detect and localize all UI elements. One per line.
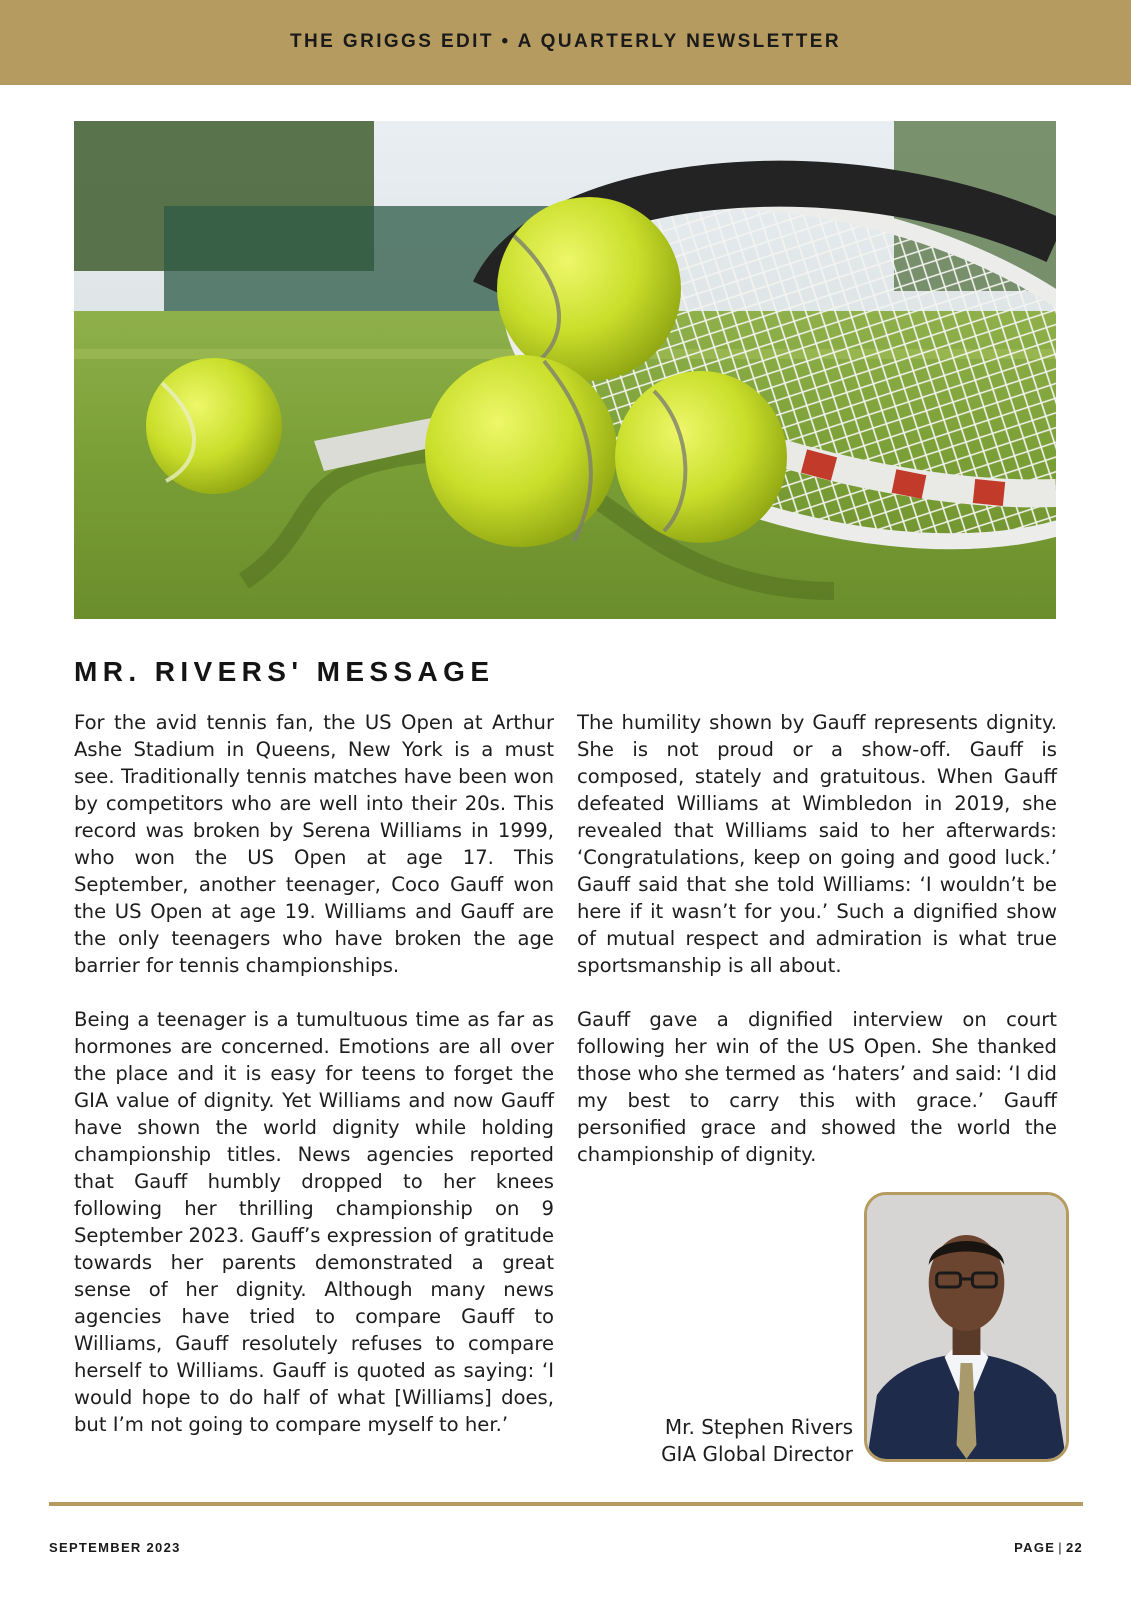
page-number: 22 [1065,1540,1083,1555]
header-band [0,0,1131,85]
article-right-column [577,709,1057,1195]
hero-image [74,121,1056,619]
article-paragraph: Being a teenager is a tumultuous time as far as hormones are concerned. Emotions are all over the place and it is easy for teens to forget the GIA value of dignity. Yet Williams and now Gauff have shown the world dignity while holding championship titles. News agencies reported that Gauff humbly dropped to her knees following her thrilling championship on 9 September 2023. Gauff’s expression of gratitude towards her parents demonstrated a great sense of her dignity. Although many news agencies have tried to compare Gauff to Williams, Gauff resolutely refuses to compare herself to Williams. Gauff is quoted as saying: ‘I would hope to do half of what [Williams] does, but I’m not going to compare myself to her.’ [74,1008,554,1436]
footer-divider [49,1502,1083,1506]
page-label: PAGE [1014,1540,1056,1555]
article-paragraph: For the avid tennis fan, the US Open at Arthur Ashe Stadium in Queens, New York is a must see. Traditionally tennis matches have been won by competitors who are well into their 20s. This record was broken by Serena Williams in 1999, who won the US Open at age 17. This September, another teenager, Coco Gauff won the US Open at age 19. Williams and Gauff are the only teenagers who have broken the age barrier for tennis championships. [74,711,554,977]
article-paragraph: Gauff gave a dignified interview on court following her win of the US Open. She thanked those who she termed as ‘haters’ and said: ‘I did my best to carry this with grace.’ Gauff personified grace and showed the world the championship of dignity. [577,1008,1057,1166]
footer-date: SEPTEMBER 2023 [49,1540,181,1555]
author-caption [661,1414,853,1468]
footer-page [1014,1540,1083,1555]
article-left-column [74,709,554,1465]
article-paragraph: The humility shown by Gauff represents dignity. She is not proud or a show-off. Gauff is composed, stately and gratuitous. When Gauff defeated Williams at Wimbledon in 2019, she revealed that Williams said to her afterwards: ‘Congratulations, keep on going and good luck.’ Gauff said that she told Williams: ‘I wouldn’t be here if it wasn’t for you.’ Such a dignified show of mutual respect and admiration is what true sportsmanship is all about. [577,711,1057,977]
author-role: GIA Global Director [661,1442,853,1466]
page-separator: | [1058,1540,1063,1555]
article-title: MR. RIVERS' MESSAGE [74,656,495,687]
newsletter-title: THE GRIGGS EDIT • A QUARTERLY NEWSLETTER [290,30,841,52]
author-portrait [864,1192,1069,1462]
author-name: Mr. Stephen Rivers [664,1415,853,1439]
